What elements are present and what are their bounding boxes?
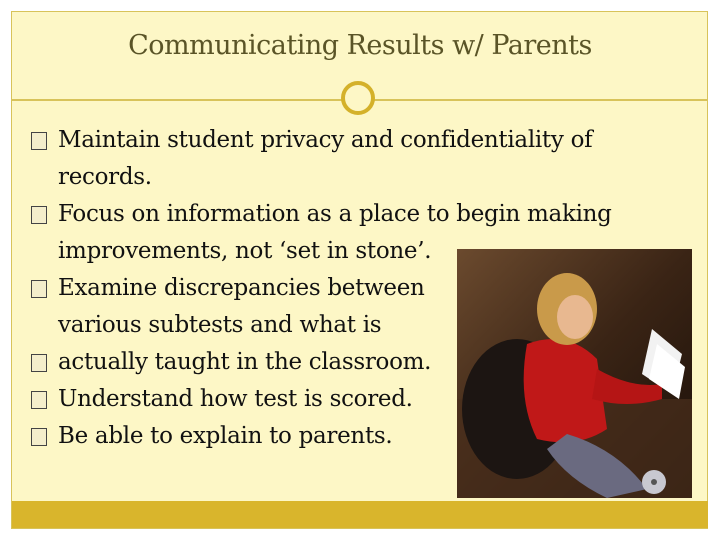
- photo-illustration: [457, 249, 692, 498]
- bullet-item: actually taught in the classroom.: [31, 344, 651, 381]
- bullet-box-icon: [31, 280, 47, 298]
- bullet-item: Examine discrepancies between various subtests and what is: [31, 270, 458, 344]
- bullet-box-icon: [31, 391, 47, 409]
- footer-accent-bar: [12, 501, 708, 528]
- woman-reading-photo: [457, 249, 692, 498]
- bullet-item: Be able to explain to parents.: [31, 418, 651, 455]
- bullet-item: Focus on information as a place to begin making improvements, not ‘set in stone’.: [31, 196, 651, 270]
- bullet-box-icon: [31, 354, 47, 372]
- bullet-box-icon: [31, 206, 47, 224]
- slide-title: Communicating Results w/ Parents: [128, 30, 592, 61]
- circle-ornament-icon: [341, 81, 375, 115]
- bullet-item: Understand how test is scored.: [31, 381, 651, 418]
- bullet-box-icon: [31, 428, 47, 446]
- bullet-item: Maintain student privacy and confidentiality of records.: [31, 122, 651, 196]
- bullet-box-icon: [31, 132, 47, 150]
